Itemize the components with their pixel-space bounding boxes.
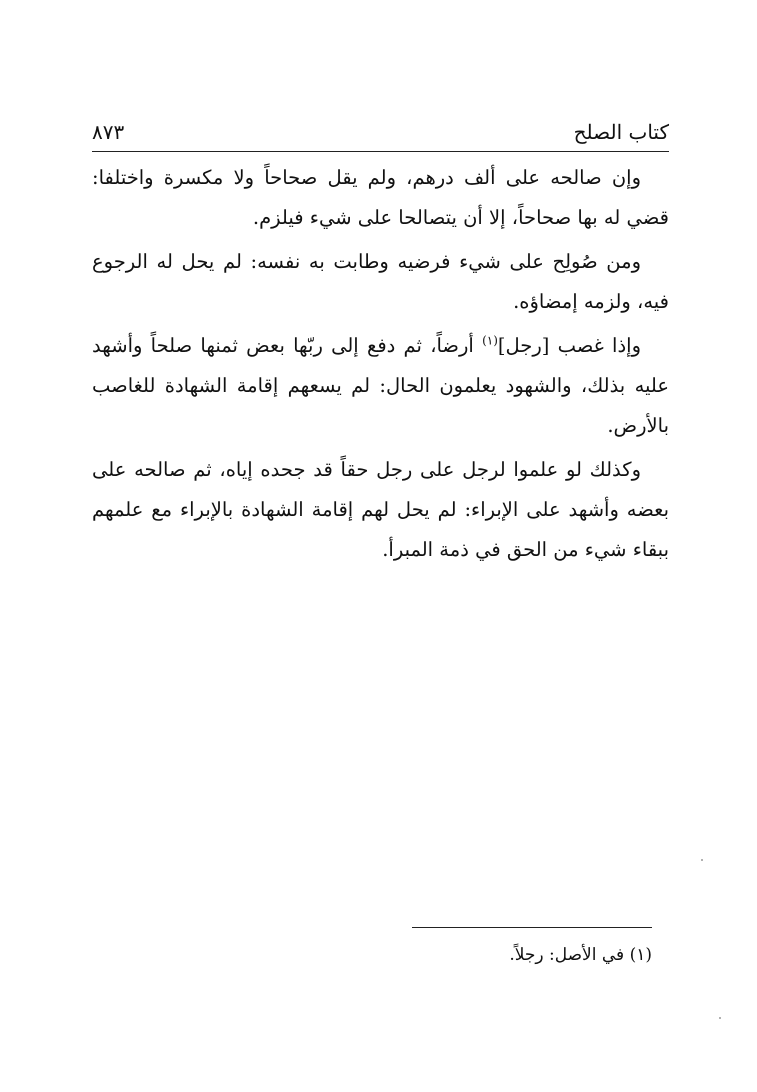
scan-speck: [701, 859, 703, 861]
paragraph: ومن صُولِح على شيء فرضيه وطابت به نفسه: لم يحل له الرجوع فيه، ولزمه إمضاؤه.: [92, 250, 669, 313]
paragraph: وكذلك لو علموا لرجل على رجل حقاً قد جحده إياه، ثم صالحه على بعضه وأشهد على الإبراء: لم يحل لهم إقامة الشهادة بالإبراء مع علمهم ببقاء شيء من الحق في ذمة المبرأ.: [92, 458, 669, 561]
paragraph-text-end: أرضاً، ثم دفع إلى ربّها بعض ثمنها صلحاً وأشهد عليه بذلك، والشهود يعلمون الحال: لم يسعهم إقامة الشهادة للغاصب بالأرض.: [92, 334, 669, 437]
main-text: [92, 158, 669, 574]
paragraph: وإن صالحه على ألف درهم، ولم يقل صحاحاً ولا مكسرة واختلفا: قضي له بها صحاحاً، إلا أن يتصالحا على شيء فيلزم.: [92, 166, 669, 229]
page-header: [92, 116, 669, 152]
paragraph-text-start: وإذا غصب [رجل]: [497, 334, 641, 357]
paragraph: [92, 326, 669, 446]
header-divider: [92, 151, 669, 152]
chapter-title: كتاب الصلح: [573, 120, 669, 144]
page-number: ٨٧٣: [92, 120, 125, 144]
footnote-reference[interactable]: (١): [482, 333, 498, 348]
scan-speck: [719, 1017, 721, 1019]
footnote-divider: [412, 927, 652, 928]
footnote: (١) في الأصل: رجلاً.: [509, 945, 652, 965]
